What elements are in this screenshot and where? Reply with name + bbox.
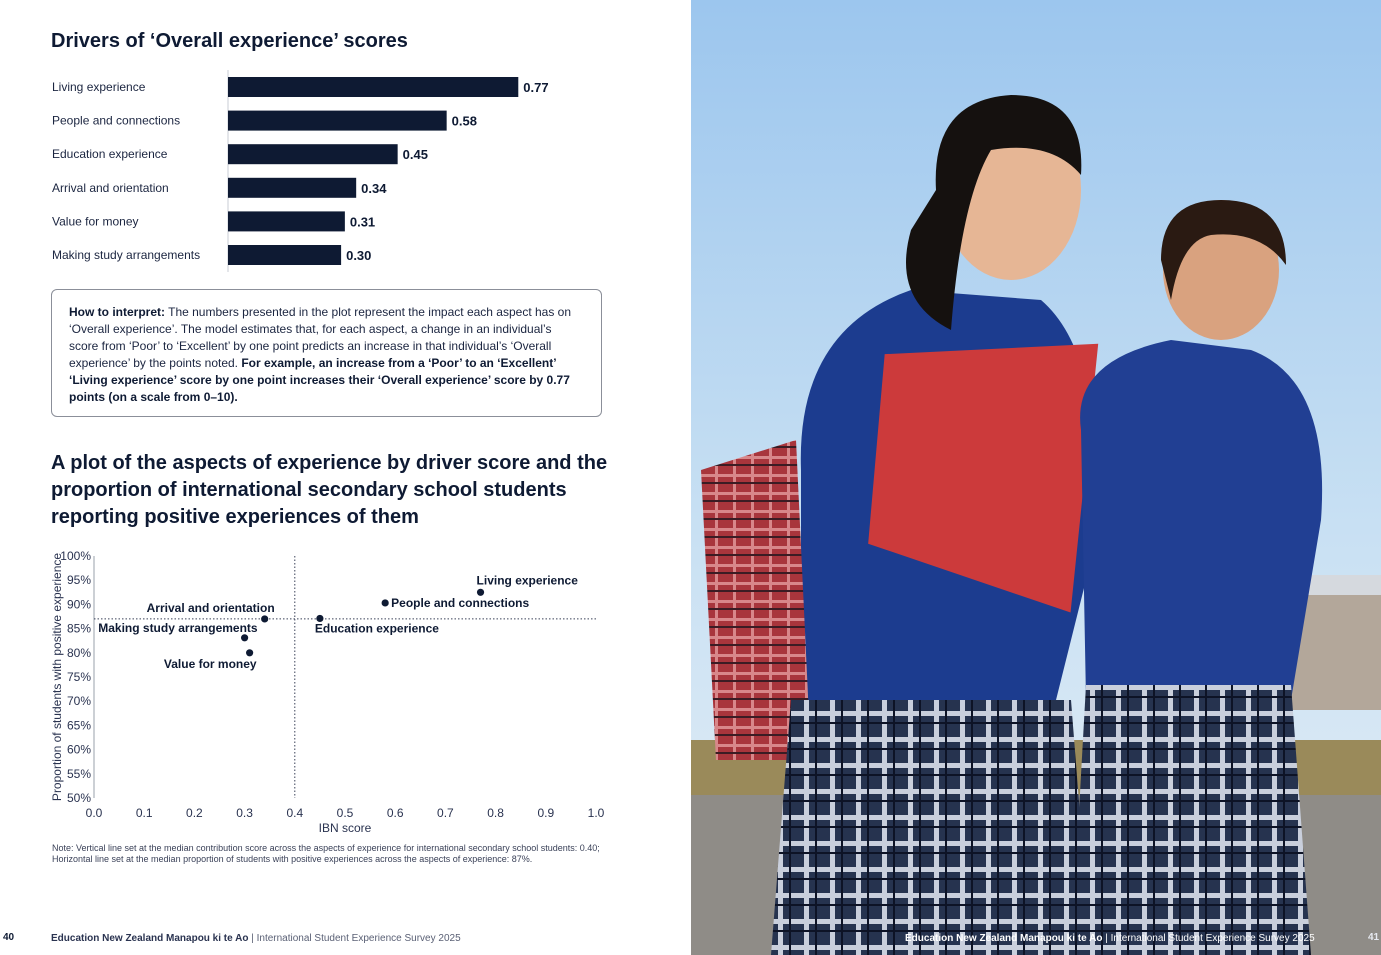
bar-value-label: 0.31 [349,214,376,230]
scatter-point-label: Value for money [163,656,257,671]
x-tick-label: 0.0 [85,806,103,820]
x-tick-label: 0.9 [537,806,555,820]
bar [228,111,447,131]
bar-category-label: People and connections [52,113,181,128]
scatter-point [261,615,268,622]
bar [228,178,356,198]
y-tick-label: 75% [66,670,91,684]
x-tick-label: 1.0 [587,806,605,820]
footer-right-org: Education New Zealand Manapou ki te Ao [905,933,1103,944]
x-axis-title: IBN score [318,821,372,835]
bar-value-label: 0.30 [346,248,372,263]
y-tick-label: 70% [66,694,91,709]
x-tick-label: 0.8 [487,806,504,820]
y-tick-label: 85% [66,621,91,636]
students-photo [691,0,1381,955]
aspects-scatter-plot [0,545,691,840]
scatter-point [241,634,248,641]
x-tick-label: 0.5 [336,806,354,820]
y-tick-label: 60% [66,742,91,757]
x-tick-label: 0.7 [437,806,454,820]
bar-category-label: Education experience [52,147,168,162]
x-tick-label: 0.2 [186,806,203,820]
bar-category-label: Arrival and orientation [52,180,169,195]
interpret-example: For example, an increase from a ‘Poor’ to an ‘Excellent’ ‘Living experience’ score by one point increases their ‘Overall experience’ score by 0.77 points (on a scale from 0–10). [69,356,570,404]
x-tick-label: 0.3 [236,806,253,820]
bar-value-label: 0.58 [451,113,477,129]
footer-separator: | [251,933,254,944]
x-tick-label: 0.6 [386,806,404,820]
y-tick-label: 50% [66,791,91,805]
footer-right-separator: | [1105,933,1108,944]
footer-org: Education New Zealand Manapou ki te Ao [51,933,249,944]
bar-category-label: Value for money [52,214,139,229]
bar [228,211,345,231]
y-tick-label: 65% [66,718,91,733]
interpret-lead: How to interpret: [69,305,165,319]
scatter-point [382,599,389,606]
bar [228,144,398,164]
y-axis-title: Proportion of students with positive experience [50,552,64,802]
scatter-point-label: Making study arrangements [98,620,258,635]
chart-note: Note: Vertical line set at the median contribution score across the aspects of experience for international secondary school students: 0.40; Horizontal line set at the median proportion of students with positive experiences across the aspects of experience: 87%. [52,843,600,864]
scatter-point [477,589,484,596]
footer-survey: International Student Experience Survey 2025 [256,933,461,944]
footer-right-survey: International Student Experience Survey 2025 [1110,933,1315,944]
bar-value-label: 0.34 [361,180,387,196]
page-number-right: 41 [1368,932,1380,943]
scatter-point-label: Arrival and orientation [146,600,275,615]
bar-category-label: Making study arrangements [52,248,201,262]
x-tick-label: 0.1 [135,806,153,820]
page-number-left: 40 [3,932,15,943]
scatter-point-label: Living experience [476,573,578,588]
footer-right [905,933,1315,944]
bar [228,77,518,97]
x-tick-label: 0.4 [286,806,304,820]
bar-value-label: 0.77 [523,80,549,95]
scatter-point-label: Education experience [314,621,439,636]
section-title-drivers: Drivers of ‘Overall experience’ scores [51,30,408,52]
interpret-text: The numbers presented in the plot represent the impact each aspect has on ‘Overall experience’. The model estimates that, for each aspect, a change in an individual’s score from ‘Poor’ to ‘Excellent’ by one point predicts an increase in that individual’s ‘Overall experience’ by the points noted. [69,305,572,370]
drivers-bar-chart [0,70,691,280]
scatter-point [246,649,253,656]
y-tick-label: 80% [66,645,91,660]
bar-value-label: 0.45 [402,147,428,163]
footer-left [0,932,691,948]
y-tick-label: 100% [60,549,91,563]
bar [228,245,341,265]
bar-category-label: Living experience [52,80,146,94]
y-tick-label: 90% [66,597,91,612]
how-to-interpret-box [51,289,602,417]
section-title-plot: A plot of the aspects of experience by driver score and the proportion of international secondary school students reporting positive experiences of them [51,452,608,528]
scatter-point-label: People and connections [391,595,530,610]
right-page-photo [691,0,1381,955]
y-tick-label: 55% [66,766,91,781]
y-tick-label: 95% [66,573,91,588]
